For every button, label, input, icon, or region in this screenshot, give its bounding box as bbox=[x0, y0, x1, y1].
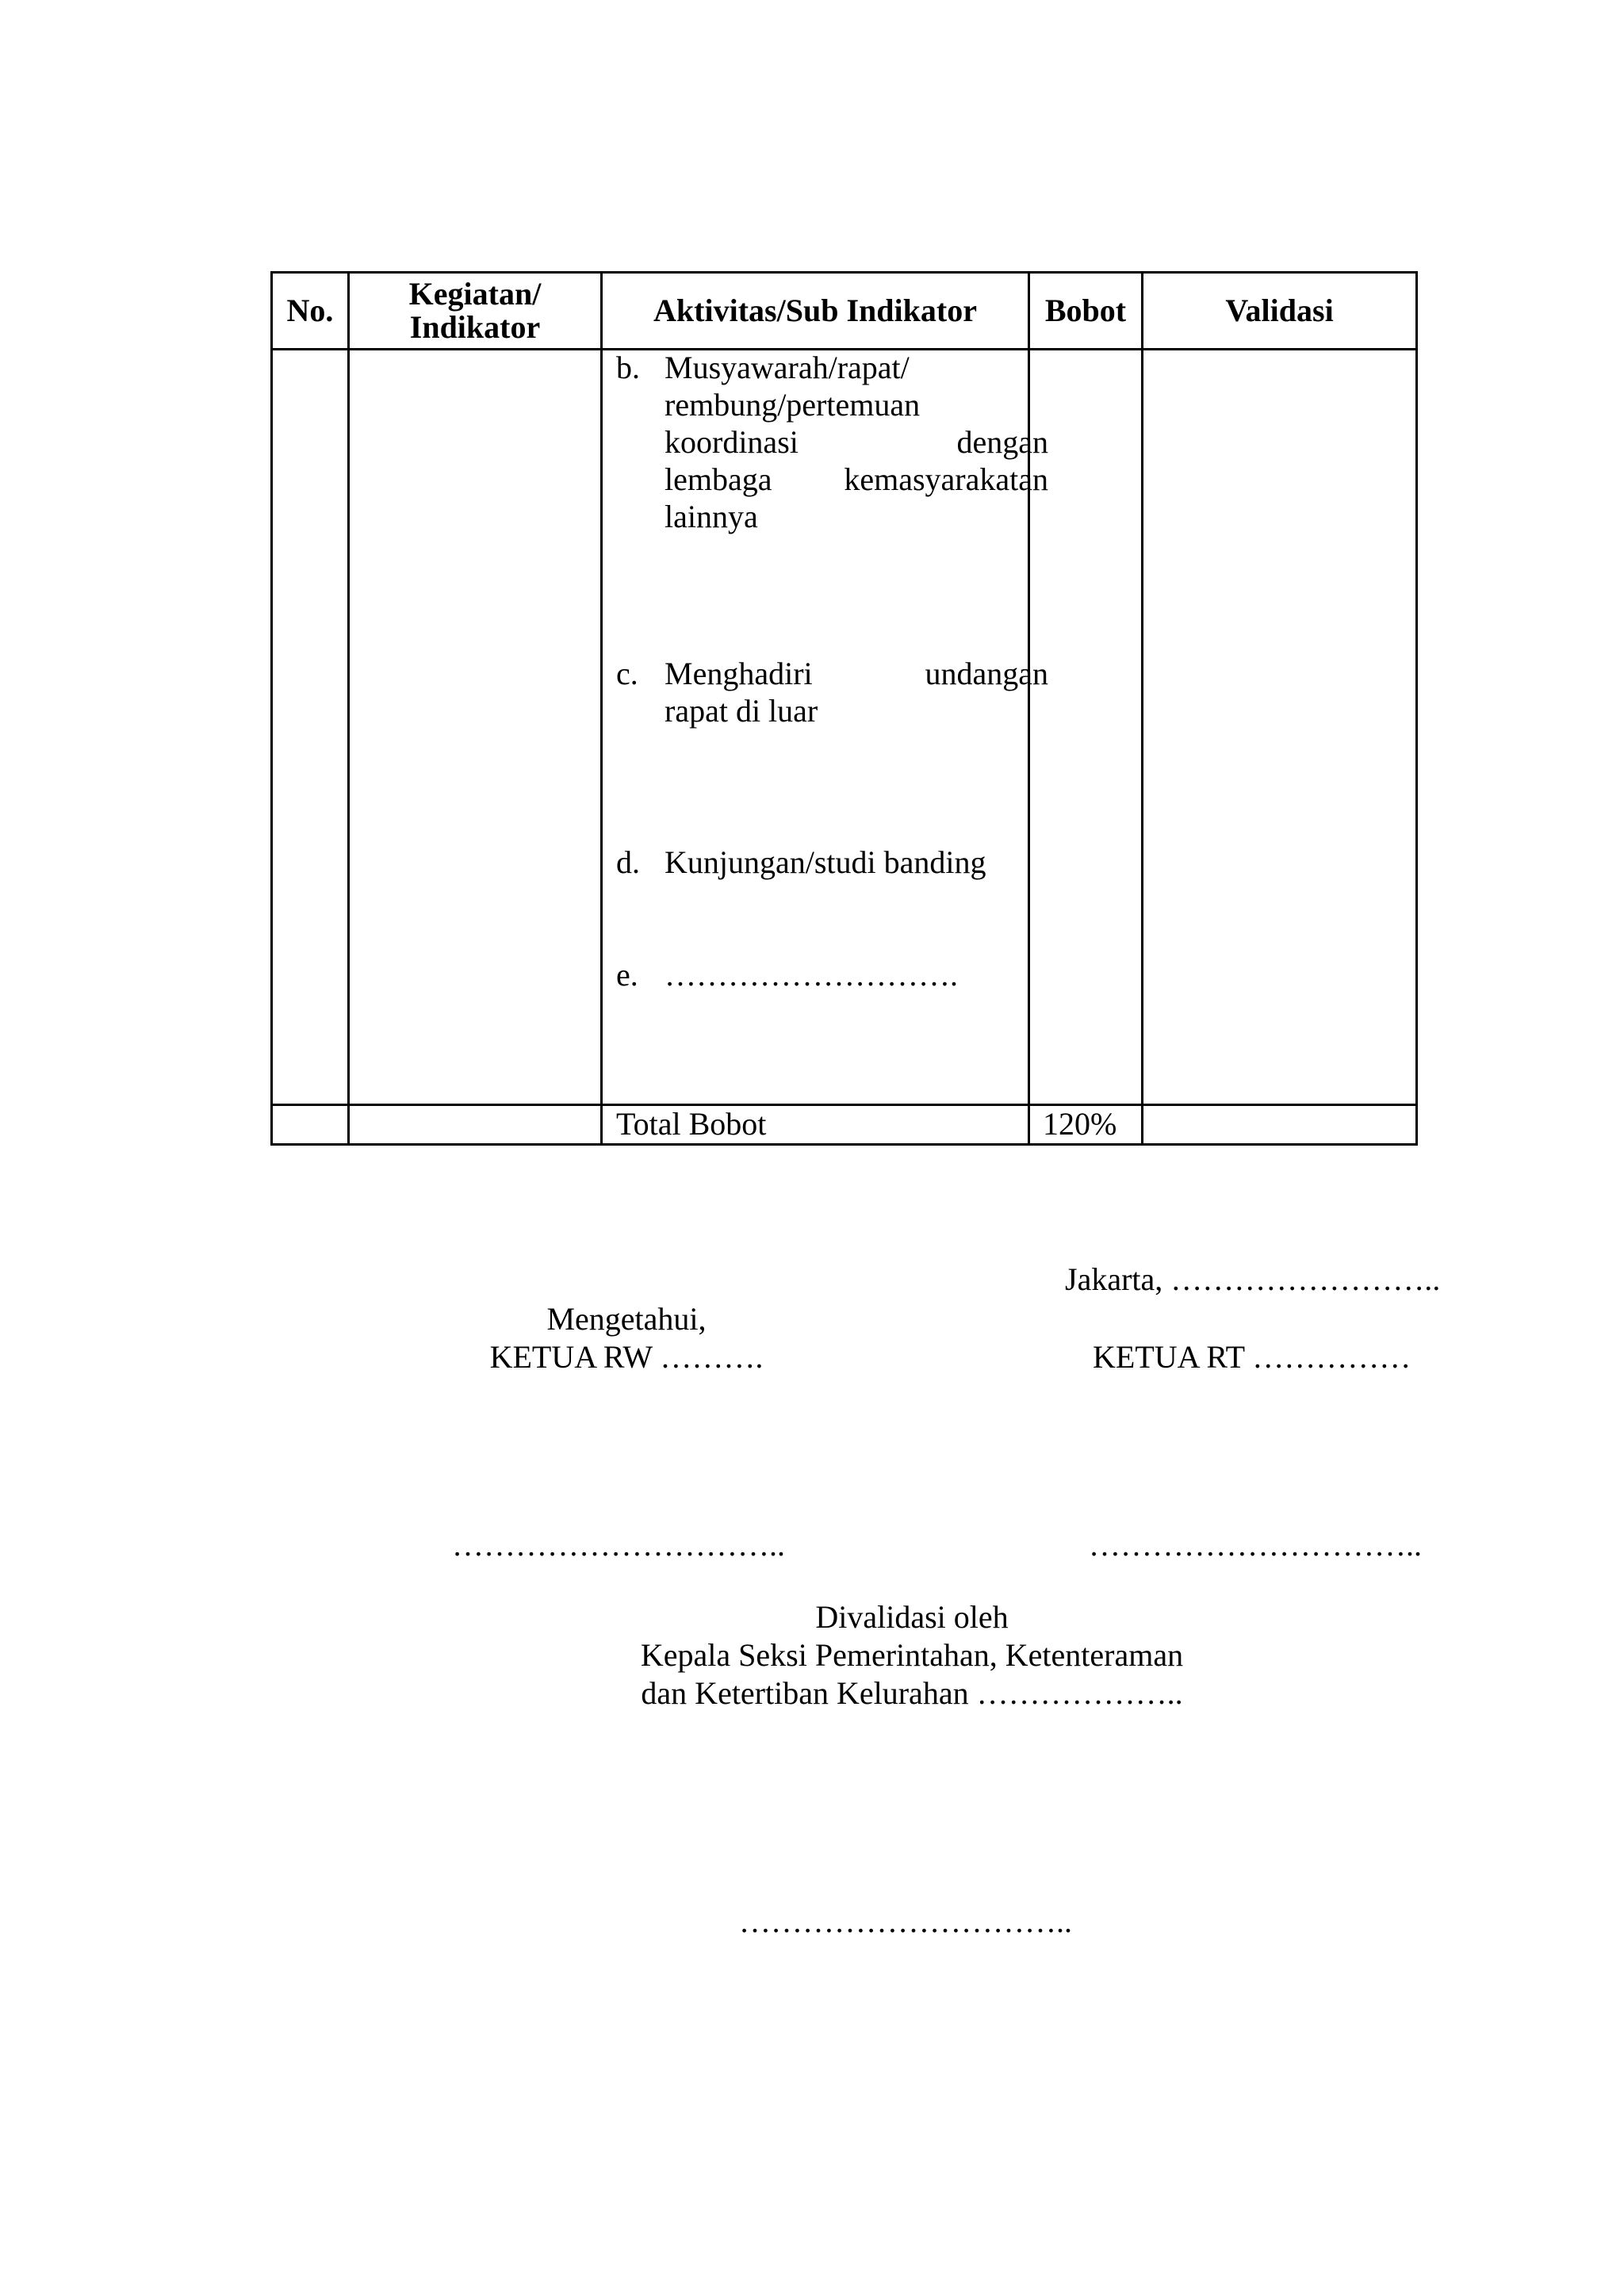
header-bobot: Bobot bbox=[1044, 293, 1127, 328]
validation-block bbox=[515, 1598, 1308, 1712]
ketua-rt-label: KETUA RT …………… bbox=[1093, 1339, 1411, 1375]
item-d-text: Kunjungan/studi banding bbox=[665, 844, 986, 880]
header-kegiatan-line2: Indikator bbox=[409, 309, 541, 345]
validator-title-line2: dan Ketertiban Kelurahan ……………….. bbox=[641, 1675, 1183, 1711]
header-no: No. bbox=[286, 293, 334, 328]
item-c-text bbox=[665, 655, 1048, 729]
item-c-line2: rapat di luar bbox=[665, 693, 818, 729]
validator-signature-line: ………………………….. bbox=[739, 1904, 1072, 1939]
validator-title-line1: Kepala Seksi Pemerintahan, Ketenteraman bbox=[640, 1637, 1184, 1673]
validated-by-label: Divalidasi oleh bbox=[815, 1599, 1009, 1635]
item-b-letter: b. bbox=[616, 350, 640, 385]
header-kegiatan bbox=[350, 274, 600, 348]
header-aktivitas: Aktivitas/Sub Indikator bbox=[653, 293, 977, 328]
ketua-rw-label: KETUA RW ………. bbox=[489, 1339, 764, 1375]
item-b-line2: rembung/pertemuan bbox=[665, 387, 921, 423]
col-divider-2 bbox=[600, 271, 603, 1146]
item-c-line1: Menghadiri undangan bbox=[665, 656, 1048, 691]
item-c-letter: c. bbox=[616, 656, 638, 691]
total-bobot-label: Total Bobot bbox=[616, 1106, 767, 1142]
total-row-divider bbox=[270, 1104, 1418, 1106]
rw-signature-block bbox=[428, 1300, 825, 1376]
table-border-bottom bbox=[270, 1143, 1418, 1146]
item-d-letter: d. bbox=[616, 844, 640, 880]
item-e-letter: e. bbox=[616, 957, 638, 993]
place-date: Jakarta, …………………….. bbox=[1065, 1261, 1441, 1297]
item-b-line4: lembaga kemasyarakatan bbox=[665, 461, 1048, 497]
item-b-line3: koordinasi dengan bbox=[665, 424, 1048, 460]
item-e-text: ………………………. bbox=[665, 957, 958, 993]
col-divider-1 bbox=[347, 271, 350, 1146]
header-validasi: Validasi bbox=[1225, 293, 1334, 328]
table-border-left bbox=[270, 271, 273, 1146]
table-border-right bbox=[1415, 271, 1418, 1146]
item-b-line1: Musyawarah/rapat/ bbox=[665, 350, 910, 385]
mengetahui-label: Mengetahui, bbox=[546, 1301, 707, 1337]
activity-table bbox=[270, 271, 1418, 1146]
rt-signature-line: ………………………….. bbox=[1089, 1527, 1422, 1563]
header-kegiatan-line1: Kegiatan/ bbox=[408, 276, 542, 312]
item-b-line5: lainnya bbox=[665, 499, 758, 534]
col-divider-4 bbox=[1141, 271, 1143, 1146]
item-b-text bbox=[665, 349, 1048, 535]
total-bobot-value: 120% bbox=[1043, 1106, 1117, 1142]
rw-signature-line: ………………………….. bbox=[452, 1527, 785, 1563]
